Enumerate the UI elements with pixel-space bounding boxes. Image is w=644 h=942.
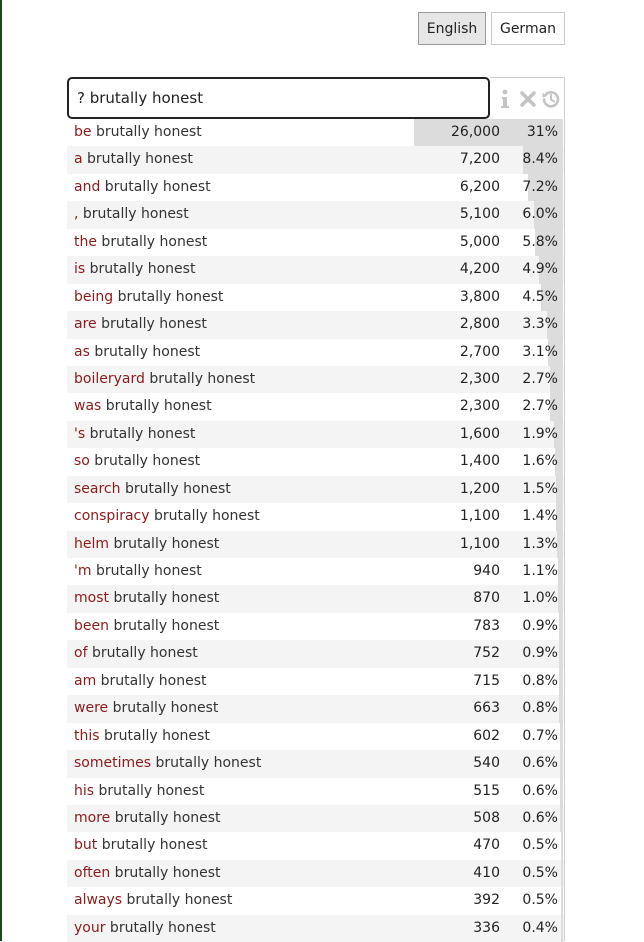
result-phrase[interactable] [74,311,207,338]
result-row[interactable] [67,448,564,475]
result-phrase-suffix: brutally honest [122,892,233,909]
result-count: 1,400 [459,453,500,470]
result-phrase[interactable] [74,668,206,695]
result-phrase[interactable] [74,585,219,612]
result-percent: 0.9% [522,645,558,662]
result-word[interactable]: but [74,837,98,854]
result-row[interactable] [67,585,564,612]
result-row[interactable] [67,750,564,777]
result-count: 602 [473,727,500,744]
result-percent: 0.8% [522,700,558,717]
result-phrase-suffix: brutally honest [89,453,201,470]
result-percent: 5.8% [522,233,558,250]
result-row[interactable] [67,668,564,695]
result-phrase[interactable] [74,531,219,558]
result-phrase-suffix: brutally honest [109,617,220,634]
result-row[interactable] [67,778,564,805]
result-phrase-suffix: brutally honest [110,809,221,826]
result-word[interactable]: conspiracy [74,508,150,525]
english-button[interactable]: English [418,12,486,45]
german-button[interactable]: German [491,12,565,45]
result-phrase[interactable] [74,723,210,750]
result-phrase[interactable] [74,393,212,420]
result-count: 2,800 [459,316,500,333]
history-icon[interactable] [541,88,561,110]
result-percent: 0.8% [522,672,558,689]
result-phrase[interactable] [74,860,221,887]
result-row[interactable] [67,723,564,750]
result-phrase[interactable] [74,832,208,859]
result-phrase-suffix: brutally honest [120,480,231,497]
result-percent: 3.3% [522,316,558,333]
result-phrase-suffix: brutally honest [108,700,219,717]
frequency-bar [561,832,563,859]
result-count: 410 [473,864,500,881]
result-phrase-suffix: brutally honest [94,782,205,799]
result-phrase[interactable] [74,476,231,503]
result-phrase-suffix: brutally honest [89,343,201,360]
result-count: 2,300 [459,370,500,387]
result-row[interactable] [67,695,564,722]
result-phrase[interactable] [74,284,223,311]
result-phrase[interactable] [74,339,200,366]
result-count: 470 [473,837,500,854]
result-row[interactable] [67,119,564,146]
info-icon[interactable] [495,88,515,110]
result-word[interactable]: was [74,398,102,415]
result-row[interactable] [67,887,564,914]
result-percent: 2.7% [522,370,558,387]
result-word[interactable]: sometimes [74,755,152,772]
result-phrase-suffix: brutally honest [91,124,202,140]
result-percent: 1.0% [522,590,558,607]
result-word[interactable]: as [74,343,90,360]
result-phrase-suffix: brutally honest [87,645,198,662]
result-row[interactable] [67,860,564,887]
search-row [67,77,565,119]
result-row[interactable] [67,174,564,201]
result-count: 540 [473,755,500,772]
result-phrase-suffix: brutally honest [96,233,208,250]
close-icon[interactable] [518,88,538,110]
frequency-bar [559,695,563,722]
result-word[interactable]: being [74,288,114,305]
result-phrase[interactable] [74,146,193,173]
result-phrase-suffix: brutally honest [109,590,220,607]
frequency-bar [560,750,563,777]
result-phrase[interactable] [74,421,195,448]
result-count: 7,200 [459,151,500,168]
result-count: 752 [473,645,500,662]
result-phrase[interactable] [74,448,200,475]
frequency-bar [559,668,563,695]
result-percent: 8.4% [522,151,558,168]
result-percent: 0.6% [522,782,558,799]
result-count: 1,100 [459,508,500,525]
result-word[interactable]: the [74,233,97,250]
search-panel [67,77,565,941]
result-percent: 6.0% [522,206,558,223]
frequency-bar [561,860,563,887]
result-count: 715 [473,672,500,689]
result-count: 1,600 [459,425,500,442]
result-phrase[interactable] [74,887,232,914]
result-phrase-suffix: brutally honest [78,206,189,223]
result-phrase[interactable] [74,174,211,201]
result-word[interactable]: a [74,151,83,168]
result-phrase-suffix: brutally honest [144,370,256,387]
result-count: 1,100 [459,535,500,552]
result-row[interactable] [67,832,564,859]
result-word[interactable]: been [74,617,109,634]
result-row[interactable] [67,503,564,530]
result-phrase[interactable] [74,201,189,228]
result-word[interactable]: more [74,809,111,826]
result-count: 5,100 [459,206,500,223]
result-percent: 31% [526,124,558,140]
result-count: 5,000 [459,233,500,250]
result-percent: 0.6% [522,809,558,826]
result-percent: 1.3% [522,535,558,552]
result-row[interactable] [67,476,564,503]
frequency-bar [561,915,563,942]
result-phrase-suffix: brutally honest [99,727,210,744]
result-word[interactable]: most [74,590,109,607]
result-percent: 0.9% [522,617,558,634]
frequency-bar [558,585,563,612]
result-word[interactable]: 'm [74,563,92,579]
result-count: 2,300 [459,398,500,415]
result-phrase[interactable] [74,640,198,667]
frequency-bar [560,778,563,805]
result-word[interactable]: so [74,453,90,470]
result-phrase[interactable] [74,805,221,832]
result-phrase-suffix: brutally honest [100,178,211,195]
result-phrase-suffix: brutally honest [85,425,196,442]
result-phrase-suffix: brutally honest [105,919,216,936]
result-count: 26,000 [451,124,500,140]
result-word[interactable]: are [74,316,97,333]
result-word[interactable]: helm [74,535,110,552]
result-count: 3,800 [459,288,500,305]
result-count: 1,200 [459,480,500,497]
frequency-bar [558,558,563,585]
result-row[interactable] [67,284,564,311]
result-count: 783 [473,617,500,634]
result-phrase[interactable] [74,503,260,530]
result-row[interactable] [67,915,564,942]
result-phrase-suffix: brutally honest [91,563,202,579]
result-word[interactable]: were [74,700,109,717]
result-percent: 3.1% [522,343,558,360]
result-phrase[interactable] [74,229,207,256]
result-percent: 2.7% [522,398,558,415]
result-row[interactable] [67,366,564,393]
result-word[interactable]: , [74,206,79,223]
language-switcher [418,12,565,45]
result-phrase[interactable] [74,695,218,722]
result-count: 515 [473,782,500,799]
result-row[interactable] [67,421,564,448]
frequency-bar [560,805,563,832]
result-phrase[interactable] [74,366,255,393]
result-percent: 0.5% [522,892,558,909]
result-count: 940 [473,563,500,579]
result-word[interactable]: search [74,480,121,497]
result-phrase-suffix: brutally honest [96,316,207,333]
result-percent: 0.5% [522,864,558,881]
result-percent: 0.7% [522,727,558,744]
result-word[interactable]: is [74,261,86,278]
result-word[interactable]: be [74,124,92,140]
result-percent: 0.4% [522,919,558,936]
result-row[interactable] [67,640,564,667]
result-percent: 7.2% [522,178,558,195]
result-word[interactable]: and [74,178,101,195]
result-row[interactable] [67,339,564,366]
result-phrase[interactable] [74,119,202,146]
result-percent: 4.5% [522,288,558,305]
result-phrase[interactable] [74,613,219,640]
result-count: 508 [473,809,500,826]
result-phrase-suffix: brutally honest [110,864,221,881]
search-tools [490,77,565,119]
result-row[interactable] [67,201,564,228]
result-phrase-suffix: brutally honest [82,151,193,168]
result-phrase-suffix: brutally honest [96,672,207,689]
result-phrase[interactable] [74,778,204,805]
result-phrase-suffix: brutally honest [113,288,224,305]
result-row[interactable] [67,256,564,283]
result-phrase-suffix: brutally honest [85,261,196,278]
result-word[interactable]: 's [74,425,86,442]
frequency-bar [559,640,563,667]
result-percent: 1.5% [522,480,558,497]
result-row[interactable] [67,558,564,585]
result-word[interactable]: of [74,645,88,662]
result-count: 663 [473,700,500,717]
search-input[interactable] [67,77,490,119]
result-word[interactable]: this [74,727,100,744]
result-count: 4,200 [459,261,500,278]
result-row[interactable] [67,229,564,256]
frequency-bar [560,723,563,750]
results-list [67,119,565,941]
result-word[interactable]: your [74,919,106,936]
result-count: 870 [473,590,500,607]
result-row[interactable] [67,146,564,173]
result-percent: 4.9% [522,261,558,278]
frequency-bar [561,887,563,914]
result-count: 336 [473,919,500,936]
result-row[interactable] [67,393,564,420]
result-phrase-suffix: brutally honest [109,535,220,552]
result-phrase[interactable] [74,558,202,585]
result-count: 2,700 [459,343,500,360]
result-count: 6,200 [459,178,500,195]
result-row[interactable] [67,531,564,558]
result-word[interactable]: boileryard [74,370,145,387]
result-percent: 1.6% [522,453,558,470]
result-phrase[interactable] [74,750,261,777]
result-phrase[interactable] [74,256,195,283]
result-word[interactable]: always [74,892,123,909]
result-phrase-suffix: brutally honest [149,508,260,525]
window-left-edge [0,0,2,941]
result-percent: 0.6% [522,755,558,772]
result-phrase-suffix: brutally honest [151,755,262,772]
result-row[interactable] [67,613,564,640]
result-word[interactable]: his [74,782,95,799]
result-row[interactable] [67,311,564,338]
result-percent: 1.9% [522,425,558,442]
result-percent: 1.1% [522,563,558,579]
result-percent: 0.5% [522,837,558,854]
result-word[interactable]: often [74,864,111,881]
result-percent: 1.4% [522,508,558,525]
result-phrase-suffix: brutally honest [101,398,212,415]
frequency-bar [559,613,563,640]
result-phrase-suffix: brutally honest [97,837,208,854]
result-row[interactable] [67,805,564,832]
result-word[interactable]: am [74,672,97,689]
result-count: 392 [473,892,500,909]
result-phrase[interactable] [74,915,216,942]
